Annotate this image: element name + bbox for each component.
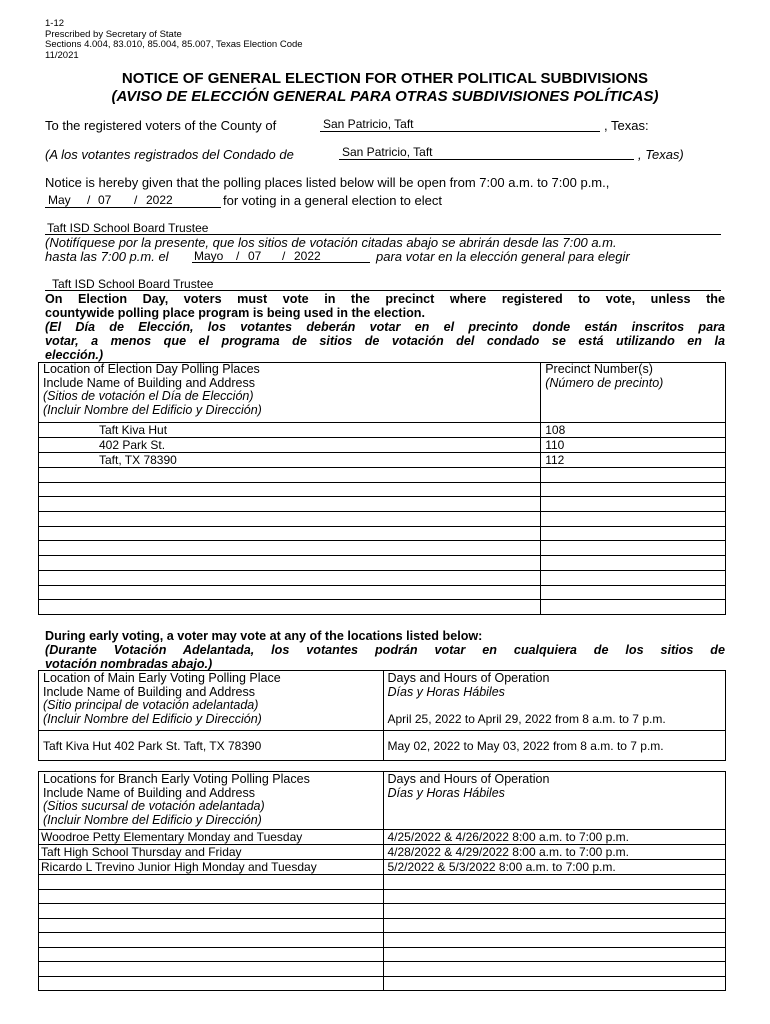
branch-hours-header — [383, 772, 726, 830]
table-row — [39, 438, 726, 453]
notice-text-es: (Notifíquese por la presente, que los sitios de votación citadas abajo se abrirán desde las 7:00 a.m. — [45, 235, 617, 250]
main-early-location-cell[interactable]: Taft Kiva Hut 402 Park St. Taft, TX 78390 — [39, 731, 384, 761]
early-voting-line-2: (Durante Votación Adelantada, los votantes podrán votar en cualquiera de los sitios de — [45, 643, 725, 657]
table-row — [39, 845, 726, 860]
table-row — [39, 526, 726, 541]
main-early-hours-1[interactable]: April 25, 2022 to April 29, 2022 from 8 a.m. to 7 p.m. — [387, 712, 666, 727]
location-cell[interactable]: Taft, TX 78390 — [39, 453, 541, 468]
branch-hours-cell[interactable]: 4/25/2022 & 4/26/2022 8:00 a.m. to 7:00 p.m. — [383, 830, 726, 845]
header-line: Precinct Number(s) — [545, 362, 653, 376]
table-row — [39, 933, 726, 948]
election-date-month[interactable]: May — [48, 193, 71, 207]
election-day-location-header — [39, 363, 541, 423]
election-date-day[interactable]: 07 — [98, 193, 112, 207]
branch-location-header — [39, 772, 384, 830]
branch-hours-cell[interactable] — [383, 962, 726, 977]
table-row — [39, 976, 726, 991]
header-line: (Incluir Nombre del Edificio y Dirección) — [43, 812, 262, 827]
office-value-es[interactable]: Taft ISD School Board Trustee — [52, 277, 214, 291]
date-sep-es-1: / — [236, 249, 240, 263]
precinct-cell[interactable]: 108 — [541, 423, 726, 438]
header-line: Days and Hours of Operation — [387, 671, 550, 685]
table-row — [39, 860, 726, 875]
title-en: NOTICE OF GENERAL ELECTION FOR OTHER POLITICAL SUBDIVISIONS — [121, 70, 649, 87]
branch-location-cell[interactable] — [39, 976, 384, 991]
office-value-en[interactable]: Taft ISD School Board Trustee — [47, 221, 209, 235]
election-day-line-3: (El Día de Elección, los votantes deberán votar en el precinto donde están inscritos para — [45, 320, 725, 334]
table-row — [39, 556, 726, 571]
branch-location-cell[interactable] — [39, 889, 384, 904]
branch-hours-cell[interactable] — [383, 904, 726, 919]
table-row — [39, 570, 726, 585]
precinct-cell[interactable]: 110 — [541, 438, 726, 453]
election-day-paragraph — [45, 292, 725, 362]
precinct-cell[interactable] — [541, 600, 726, 615]
branch-early-voting-table — [38, 771, 726, 991]
header-line: (Sitios sucursal de votación adelantada) — [43, 799, 265, 814]
precinct-cell[interactable] — [541, 497, 726, 512]
header-line: (Número de precinto) — [545, 375, 664, 390]
county-value-en[interactable]: San Patricio, Taft — [323, 117, 414, 131]
date-sep-1: / — [87, 193, 91, 207]
notice-text-es2-pre: hasta las 7:00 p.m. el — [45, 249, 169, 264]
precinct-cell[interactable] — [541, 541, 726, 556]
precinct-cell[interactable] — [541, 526, 726, 541]
branch-header-row — [39, 772, 726, 830]
election-date-year-es[interactable]: 2022 — [294, 249, 321, 263]
table-row — [39, 482, 726, 497]
branch-location-cell[interactable]: Ricardo L Trevino Junior High Monday and Tuesday — [39, 860, 384, 875]
election-date-underline — [45, 207, 221, 208]
election-day-header-row — [39, 363, 726, 423]
location-cell[interactable] — [39, 512, 541, 527]
main-early-header-row — [39, 671, 726, 731]
election-date-month-es[interactable]: Mayo — [194, 249, 224, 263]
header-line: Days and Hours of Operation — [387, 772, 550, 786]
precinct-cell[interactable] — [541, 512, 726, 527]
precinct-cell[interactable] — [541, 585, 726, 600]
table-row — [39, 947, 726, 962]
election-date-day-es[interactable]: 07 — [248, 249, 262, 263]
header-line: Locations for Branch Early Voting Polling Places — [43, 772, 310, 786]
header-line: Include Name of Building and Address — [43, 684, 255, 699]
header-line: Días y Horas Hábiles — [387, 785, 505, 800]
table-row — [39, 918, 726, 933]
election-day-line-2: countywide polling place program is being used in the election. — [45, 306, 425, 320]
precinct-cell[interactable] — [541, 482, 726, 497]
branch-location-cell[interactable] — [39, 962, 384, 977]
county-suffix-es: , Texas) — [638, 147, 684, 162]
county-suffix-en: , Texas: — [604, 118, 649, 133]
form-number: 1-12 — [45, 18, 65, 29]
location-cell[interactable] — [39, 482, 541, 497]
county-underline-es — [339, 159, 634, 160]
table-row — [39, 889, 726, 904]
precinct-cell[interactable] — [541, 556, 726, 571]
date-sep-es-2: / — [282, 249, 286, 263]
notice-text-es2-post: para votar en la elección general para elegir — [376, 249, 630, 264]
location-cell[interactable] — [39, 497, 541, 512]
location-cell[interactable] — [39, 570, 541, 585]
branch-location-cell[interactable]: Woodroe Petty Elementary Monday and Tuesday — [39, 830, 384, 845]
main-early-hours-header — [383, 671, 726, 731]
table-row — [39, 600, 726, 615]
location-cell[interactable] — [39, 600, 541, 615]
branch-location-cell[interactable] — [39, 933, 384, 948]
table-row — [39, 453, 726, 468]
branch-hours-cell[interactable] — [383, 875, 726, 890]
branch-hours-cell[interactable] — [383, 976, 726, 991]
main-early-voting-table — [38, 670, 726, 761]
branch-location-cell[interactable] — [39, 947, 384, 962]
county-prefix-es: (A los votantes registrados del Condado de — [45, 147, 294, 162]
office-underline-es — [45, 290, 721, 291]
table-row — [39, 512, 726, 527]
location-cell[interactable] — [39, 526, 541, 541]
location-cell[interactable] — [39, 541, 541, 556]
notice-text-en: Notice is hereby given that the polling places listed below will be open from 7:00 a.m. to 7:00 p.m., — [45, 175, 610, 190]
date-sep-2: / — [134, 193, 138, 207]
location-cell[interactable]: Taft Kiva Hut — [39, 423, 541, 438]
prescribed-by: Prescribed by Secretary of State — [45, 29, 182, 40]
header-line: Include Name of Building and Address — [43, 375, 255, 390]
county-prefix-en: To the registered voters of the County of — [45, 118, 277, 133]
branch-hours-cell[interactable] — [383, 918, 726, 933]
election-date-year[interactable]: 2022 — [146, 193, 173, 207]
notice-text-en2: for voting in a general election to elect — [223, 193, 442, 208]
header-line: Días y Horas Hábiles — [387, 684, 505, 699]
precinct-cell[interactable] — [541, 468, 726, 483]
location-cell[interactable]: 402 Park St. — [39, 438, 541, 453]
header-line: (Sitio principal de votación adelantada) — [43, 698, 259, 713]
election-day-table — [38, 362, 726, 615]
header-line: Location of Election Day Polling Places — [43, 362, 260, 376]
election-day-precinct-header — [541, 363, 726, 423]
table-row — [39, 423, 726, 438]
precinct-cell[interactable]: 112 — [541, 453, 726, 468]
branch-location-cell[interactable]: Taft High School Thursday and Friday — [39, 845, 384, 860]
branch-location-cell[interactable] — [39, 918, 384, 933]
table-row — [39, 830, 726, 845]
header-line: Include Name of Building and Address — [43, 785, 255, 800]
election-day-line-5: elección.) — [45, 348, 104, 362]
header-line: Location of Main Early Voting Polling Place — [43, 671, 281, 685]
election-day-line-1: On Election Day, voters must vote in the precinct where registered to vote, unless the — [45, 292, 725, 306]
precinct-cell[interactable] — [541, 570, 726, 585]
location-cell[interactable] — [39, 585, 541, 600]
table-row — [39, 904, 726, 919]
early-voting-paragraph — [45, 629, 725, 671]
branch-location-cell[interactable] — [39, 904, 384, 919]
table-row — [39, 541, 726, 556]
branch-hours-cell[interactable] — [383, 933, 726, 948]
branch-hours-cell[interactable] — [383, 889, 726, 904]
header-line: (Incluir Nombre del Edificio y Dirección) — [43, 402, 262, 417]
table-row — [39, 585, 726, 600]
main-early-location-header — [39, 671, 384, 731]
branch-hours-cell[interactable]: 4/28/2022 & 4/29/2022 8:00 a.m. to 7:00 p.m. — [383, 845, 726, 860]
branch-hours-cell[interactable]: 5/2/2022 & 5/3/2022 8:00 a.m. to 7:00 p.m. — [383, 860, 726, 875]
sections-text: Sections 4.004, 83.010, 85.004, 85.007, Texas Election Code — [45, 39, 303, 50]
header-line: (Sitios de votación el Día de Elección) — [43, 389, 254, 404]
table-row — [39, 468, 726, 483]
table-row — [39, 497, 726, 512]
location-cell[interactable] — [39, 468, 541, 483]
early-voting-line-1: During early voting, a voter may vote at any of the locations listed below: — [45, 629, 483, 643]
county-value-es[interactable]: San Patricio, Taft — [342, 145, 433, 159]
early-voting-line-3: votación nombradas abajo.) — [45, 657, 213, 671]
main-early-hours-cell[interactable]: May 02, 2022 to May 03, 2022 from 8 a.m. to 7 p.m. — [383, 731, 726, 761]
county-underline-en — [320, 131, 600, 132]
election-day-line-4: votar, a menos que el programa de sitios de votación del condado se está utilizando en la — [45, 334, 725, 348]
header-line: (Incluir Nombre del Edificio y Dirección) — [43, 711, 262, 726]
location-cell[interactable] — [39, 556, 541, 571]
table-row — [39, 731, 726, 761]
election-date-underline-es — [192, 262, 370, 263]
form-date: 11/2021 — [45, 50, 79, 61]
table-row — [39, 962, 726, 977]
branch-location-cell[interactable] — [39, 875, 384, 890]
table-row — [39, 875, 726, 890]
title-es: (AVISO DE ELECCIÓN GENERAL PARA OTRAS SUBDIVISIONES POLÍTICAS) — [111, 88, 659, 105]
branch-hours-cell[interactable] — [383, 947, 726, 962]
